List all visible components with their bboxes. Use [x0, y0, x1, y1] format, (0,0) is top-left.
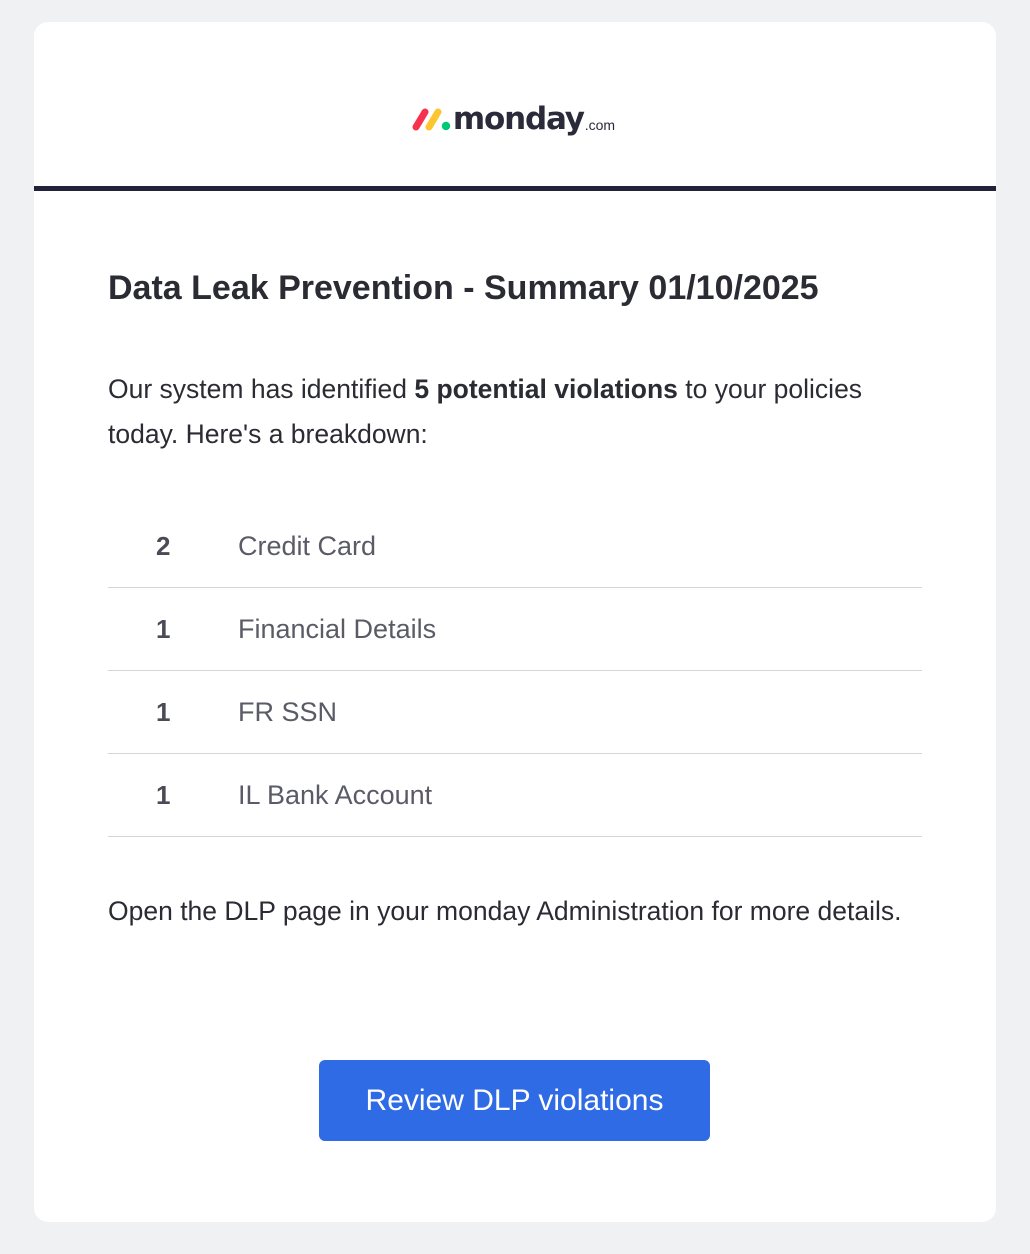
email-header: [34, 22, 996, 186]
outro-paragraph: Open the DLP page in your monday Administration for more details.: [108, 896, 902, 926]
violation-type: Financial Details: [238, 613, 437, 644]
monday-logo[interactable]: [411, 100, 616, 137]
violation-count: 2: [156, 530, 171, 561]
violation-count: 1: [156, 696, 171, 727]
review-dlp-violations-button[interactable]: Review DLP violations: [319, 1060, 710, 1141]
breakdown-row: [108, 754, 922, 837]
logo-wordmark: monday: [452, 100, 584, 137]
violation-count: 1: [156, 779, 171, 810]
breakdown-row: [108, 505, 922, 588]
breakdown-row: [108, 671, 922, 754]
logo-suffix: .com: [584, 117, 616, 133]
violation-count-highlight: 5 potential violations: [414, 374, 678, 404]
monday-logo-icon: [411, 106, 453, 132]
intro-paragraph: [108, 367, 922, 457]
violation-type: Credit Card: [238, 530, 377, 561]
email-card: [34, 22, 996, 1222]
violation-type: FR SSN: [238, 696, 338, 727]
breakdown-row: [108, 588, 922, 671]
header-divider: [34, 186, 996, 191]
intro-suffix: to your policies today. Here's a breakdown:: [108, 374, 863, 449]
violation-type: IL Bank Account: [238, 779, 433, 810]
intro-prefix: Our system has identified: [108, 374, 415, 404]
violation-count: 1: [156, 613, 171, 644]
violation-breakdown-list: [108, 505, 922, 837]
email-title: Data Leak Prevention - Summary 01/10/2025: [108, 269, 819, 307]
